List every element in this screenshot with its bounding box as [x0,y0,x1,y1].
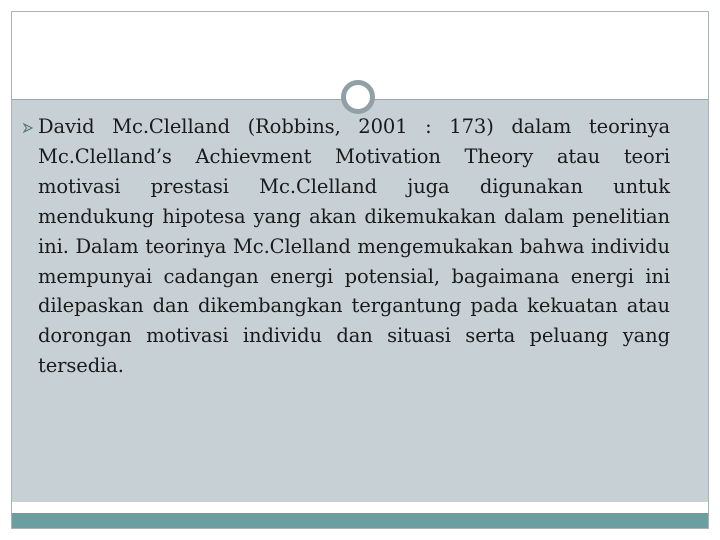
bullet-item [38,112,670,381]
slide-footer-bar [12,513,708,528]
hollow-arrow-bullet-icon [23,112,35,142]
circle-ornament-icon [341,80,375,114]
paragraph-text: David Mc.Clelland (Robbins, 2001 : 173) dalam teorinya Mc.Clelland’s Achievment Motivation Theory atau teori motivasi prestasi Mc.Clelland juga digunakan untuk mendukung hipotesa yang akan dikemukakan dalam penelitian ini. Dalam teorinya Mc.Clelland mengemukakan bahwa individu mempunyai cadangan energi potensial, bagaimana energi ini dilepaskan dan dikembangkan tergantung pada kekuatan atau dorongan motivasi individu dan situasi serta peluang yang tersedia. [38,115,670,378]
